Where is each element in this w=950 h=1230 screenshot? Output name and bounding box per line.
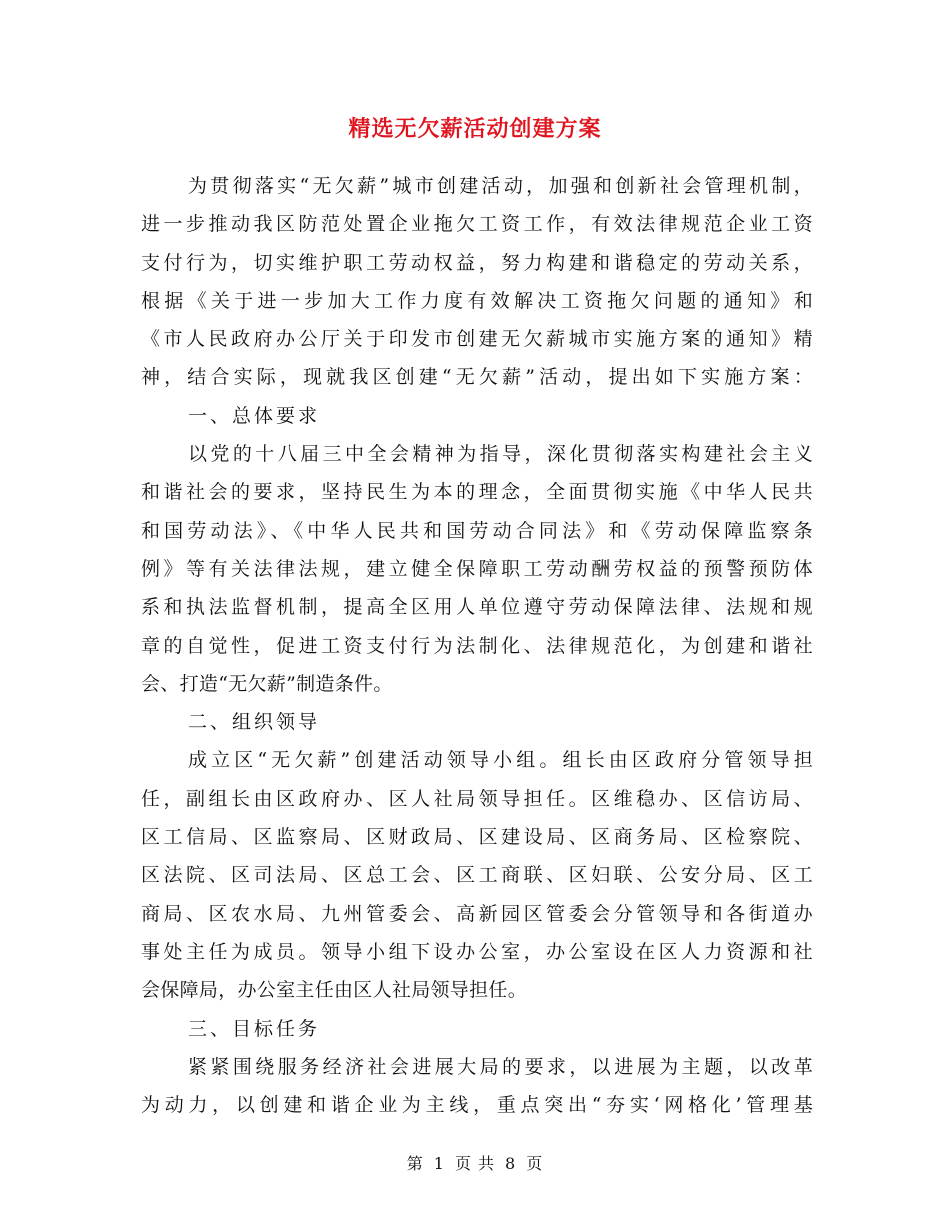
- body-line: 紧紧围绕服务经济社会进展大局的要求，以进展为主题，以改革: [188, 1055, 813, 1078]
- section-heading: 二、组织领导: [188, 711, 321, 734]
- page-footer: [0, 1152, 950, 1176]
- body-line: 章的自觉性，促进工资支付行为法制化、法律规范化，为创建和谐社: [141, 634, 813, 657]
- footer-mid: 页 共: [454, 1154, 496, 1173]
- body-line: 为贯彻落实“无欠薪”城市创建活动，加强和创新社会管理机制，: [188, 175, 813, 197]
- footer-total-pages: 8: [505, 1154, 517, 1173]
- body-line: 和谐社会的要求，坚持民生为本的理念，全面贯彻实施《中华人民共: [141, 481, 813, 504]
- body-line: 支付行为，切实维护职工劳动权益，努力构建和谐稳定的劳动关系，: [141, 251, 813, 274]
- footer-page-number: 1: [433, 1154, 445, 1173]
- body-line: 成立区“无欠薪”创建活动领导小组。组长由区政府分管领导担: [188, 749, 813, 772]
- body-line: 事处主任为成员。领导小组下设办公室，办公室设在区人力资源和社: [141, 940, 813, 963]
- body-line: 会、打造“无欠薪”制造条件。: [141, 672, 393, 695]
- document-body: [141, 167, 813, 1124]
- section-heading: 三、目标任务: [188, 1017, 321, 1040]
- body-line: 系和执法监督机制，提高全区用人单位遵守劳动保障法律、法规和规: [141, 596, 813, 619]
- document-title: 精选无欠薪活动创建方案: [348, 116, 602, 142]
- body-line: 商局、区农水局、九州管委会、高新园区管委会分管领导和各街道办: [141, 902, 813, 925]
- body-line: 进一步推动我区防范处置企业拖欠工资工作，有效法律规范企业工资: [141, 213, 813, 236]
- body-line: 任，副组长由区政府办、区人社局领导担任。区维稳办、区信访局、: [141, 787, 813, 810]
- body-line: 和国劳动法》、《中华人民共和国劳动合同法》和《劳动保障监察条: [141, 519, 813, 542]
- body-line: 神，结合实际，现就我区创建“无欠薪”活动，提出如下实施方案：: [141, 366, 813, 389]
- section-heading: 一、总体要求: [188, 404, 321, 427]
- body-line: 根据《关于进一步加大工作力度有效解决工资拖欠问题的通知》和: [141, 289, 813, 312]
- body-line: 为动力，以创建和谐企业为主线，重点突出“夯实‘网格化’管理基: [141, 1094, 813, 1117]
- body-line: 会保障局，办公室主任由区人社局领导担任。: [141, 979, 528, 1002]
- footer-suffix: 页: [526, 1154, 544, 1173]
- body-line: 区法院、区司法局、区总工会、区工商联、区妇联、公安分局、区工: [141, 864, 813, 887]
- body-line: 以党的十八届三中全会精神为指导，深化贯彻落实构建社会主义: [188, 443, 813, 466]
- body-line: 例》等有关法律法规，建立健全保障职工劳动酬劳权益的预警预防体: [141, 557, 813, 580]
- footer-prefix: 第: [406, 1154, 424, 1173]
- body-line: 《市人民政府办公厅关于印发市创建无欠薪城市实施方案的通知》精: [141, 328, 813, 351]
- body-line: 区工信局、区监察局、区财政局、区建设局、区商务局、区检察院、: [141, 826, 813, 849]
